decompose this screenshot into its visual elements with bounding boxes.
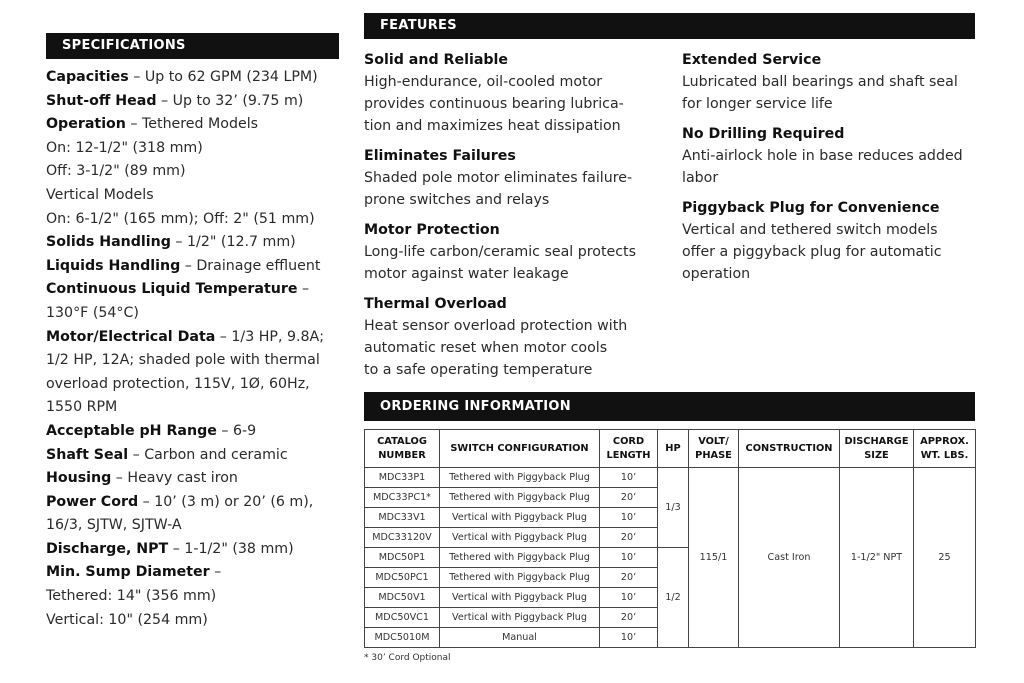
spec-value: – 1-1/2" (38 mm) [168,540,294,557]
feature-text: prone switches and relays [364,192,550,208]
footnote: * 30’ Cord Optional [364,653,451,663]
feature-text: High-endurance, oil-cooled motor [364,74,603,90]
spec-label: Capacities [46,69,129,85]
cord-length-cell: 20’ [600,488,658,508]
volt-phase-cell: 115/1 [689,468,739,648]
cord-length-cell: 10’ [600,468,658,488]
feature-text: offer a piggyback plug for automatic [682,244,942,260]
feature-text: to a safe operating temperature [364,362,593,378]
spec-line [46,444,346,468]
spec-value: – [209,564,222,581]
catalog-number-cell: MDC33PC1* [365,488,440,508]
table-row [365,468,976,488]
feature-item [682,49,982,115]
discharge-size-cell: 1-1/2" NPT [840,468,914,648]
catalog-number-cell: MDC33V1 [365,508,440,528]
cord-length-cell: 10’ [600,548,658,568]
spec-line [46,538,346,562]
feature-text: Long-life carbon/ceramic seal protects [364,244,637,260]
spec-label: Discharge, NPT [46,540,169,557]
spec-line [46,137,346,161]
column-header: VOLT/ PHASE [689,430,739,468]
features-column-right [682,49,982,293]
feature-title: No Drilling Required [682,126,845,142]
spec-value: – Tethered Models [125,116,259,133]
spec-value: 130°F (54°C) [46,304,139,321]
feature-text: motor against water leakage [364,266,569,282]
weight-cell: 25 [914,468,976,648]
catalog-number-cell: MDC50PC1 [365,568,440,588]
spec-value: On: 6-1/2" (165 mm); Off: 2" (51 mm) [46,210,315,227]
spec-value: – [297,281,310,298]
spec-value: – 1/3 HP, 9.8A; [215,328,325,345]
feature-title: Eliminates Failures [364,148,516,164]
ordering-information-header: ORDERING INFORMATION [364,392,975,421]
feature-title: Thermal Overload [364,296,507,312]
switch-configuration-cell: Vertical with Piggyback Plug [440,508,600,528]
feature-title: Extended Service [682,52,822,68]
construction-cell: Cast Iron [739,468,840,648]
ordering-table-header-row [365,430,976,468]
catalog-number-cell: MDC33P1 [365,468,440,488]
column-header: DISCHARGE SIZE [840,430,914,468]
spec-value: – Carbon and ceramic [128,446,288,463]
catalog-number-cell: MDC5010M [365,628,440,648]
spec-line [46,184,346,208]
spec-line [46,208,346,232]
spec-value: – 1/2" (12.7 mm) [170,234,296,251]
feature-item [682,197,982,285]
feature-text: Heat sensor overload protection with [364,318,628,334]
spec-value: – Up to 62 GPM (234 LPM) [128,69,318,85]
spec-line [46,160,346,184]
spec-value: Vertical Models [46,186,154,203]
column-header: CONSTRUCTION [739,430,840,468]
spec-line [46,113,346,137]
switch-configuration-cell: Manual [440,628,600,648]
column-header: CORD LENGTH [600,430,658,468]
spec-line [46,396,346,420]
spec-value: – Up to 32’ (9.75 m) [156,92,304,109]
spec-value: On: 12-1/2" (318 mm) [46,139,203,156]
spec-value: Vertical: 10" (254 mm) [46,611,208,628]
feature-item [364,145,664,211]
cord-length-cell: 10’ [600,588,658,608]
feature-title: Piggyback Plug for Convenience [682,200,940,216]
spec-value: Tethered: 14" (356 mm) [46,588,217,605]
spec-label: Continuous Liquid Temperature [46,281,298,298]
feature-text: automatic reset when motor cools [364,340,608,356]
feature-text: Lubricated ball bearings and shaft seal [682,74,958,90]
spec-label: Operation [46,116,126,133]
feature-text: tion and maximizes heat dissipation [364,118,621,134]
spec-value: 1550 RPM [46,399,118,416]
column-header: HP [658,430,689,468]
feature-text: Shaded pole motor eliminates failure- [364,170,633,186]
feature-text: Vertical and tethered switch models [682,222,938,238]
cord-length-cell: 20’ [600,608,658,628]
catalog-number-cell: MDC33120V [365,528,440,548]
spec-label: Shaft Seal [46,446,129,463]
cord-length-cell: 20’ [600,568,658,588]
switch-configuration-cell: Tethered with Piggyback Plug [440,468,600,488]
cord-length-cell: 10’ [600,508,658,528]
switch-configuration-cell: Vertical with Piggyback Plug [440,588,600,608]
spec-line [46,255,346,279]
feature-title: Motor Protection [364,222,500,238]
spec-line [46,278,346,302]
switch-configuration-cell: Vertical with Piggyback Plug [440,608,600,628]
spec-value: – 6-9 [216,422,257,439]
spec-value: overload protection, 115V, 1Ø, 60Hz, [46,375,310,392]
feature-text: labor [682,170,719,186]
catalog-number-cell: MDC50VC1 [365,608,440,628]
spec-line [46,66,346,90]
specifications-list [46,66,346,632]
spec-label: Shut-off Head [46,92,157,109]
spec-line [46,491,346,515]
feature-item [364,293,664,381]
features-header: FEATURES [364,13,975,39]
features-column-left [364,49,664,389]
spec-line [46,349,346,373]
spec-label: Liquids Handling [46,257,181,274]
spec-value: Off: 3-1/2" (89 mm) [46,163,186,180]
feature-item [364,49,664,137]
spec-value: – Heavy cast iron [111,470,238,487]
switch-configuration-cell: Tethered with Piggyback Plug [440,568,600,588]
switch-configuration-cell: Tethered with Piggyback Plug [440,488,600,508]
spec-label: Acceptable pH Range [46,422,217,439]
column-header: APPROX. WT. LBS. [914,430,976,468]
spec-label: Motor/Electrical Data [46,328,216,345]
cord-length-cell: 10’ [600,628,658,648]
switch-configuration-cell: Tethered with Piggyback Plug [440,548,600,568]
spec-label: Solids Handling [46,234,171,251]
spec-line [46,90,346,114]
column-header: CATALOG NUMBER [365,430,440,468]
spec-label: Housing [46,470,112,487]
catalog-number-cell: MDC50V1 [365,588,440,608]
spec-line [46,326,346,350]
feature-text: operation [682,266,751,282]
feature-item [682,123,982,189]
spec-line [46,420,346,444]
feature-text: Anti-airlock hole in base reduces added [682,148,963,164]
spec-line [46,373,346,397]
spec-line [46,514,346,538]
hp-cell: 1/3 [658,468,689,548]
spec-line [46,585,346,609]
spec-line [46,467,346,491]
spec-line [46,609,346,633]
feature-text: for longer service life [682,96,833,112]
spec-label: Power Cord [46,493,139,510]
feature-title: Solid and Reliable [364,52,509,68]
ordering-table [364,429,976,648]
cord-length-cell: 20’ [600,528,658,548]
spec-line [46,231,346,255]
catalog-number-cell: MDC50P1 [365,548,440,568]
spec-value: 1/2 HP, 12A; shaded pole with thermal [46,352,320,369]
switch-configuration-cell: Vertical with Piggyback Plug [440,528,600,548]
specifications-header: SPECIFICATIONS [46,33,339,59]
spec-line [46,302,346,326]
hp-cell: 1/2 [658,548,689,648]
column-header: SWITCH CONFIGURATION [440,430,600,468]
spec-label: Min. Sump Diameter [46,564,210,581]
spec-line [46,561,346,585]
spec-value: – Drainage effluent [180,257,321,274]
spec-value: 16/3, SJTW, SJTW-A [46,517,182,534]
feature-text: provides continuous bearing lubrica- [364,96,624,112]
feature-item [364,219,664,285]
spec-value: – 10’ (3 m) or 20’ (6 m), [138,493,314,510]
